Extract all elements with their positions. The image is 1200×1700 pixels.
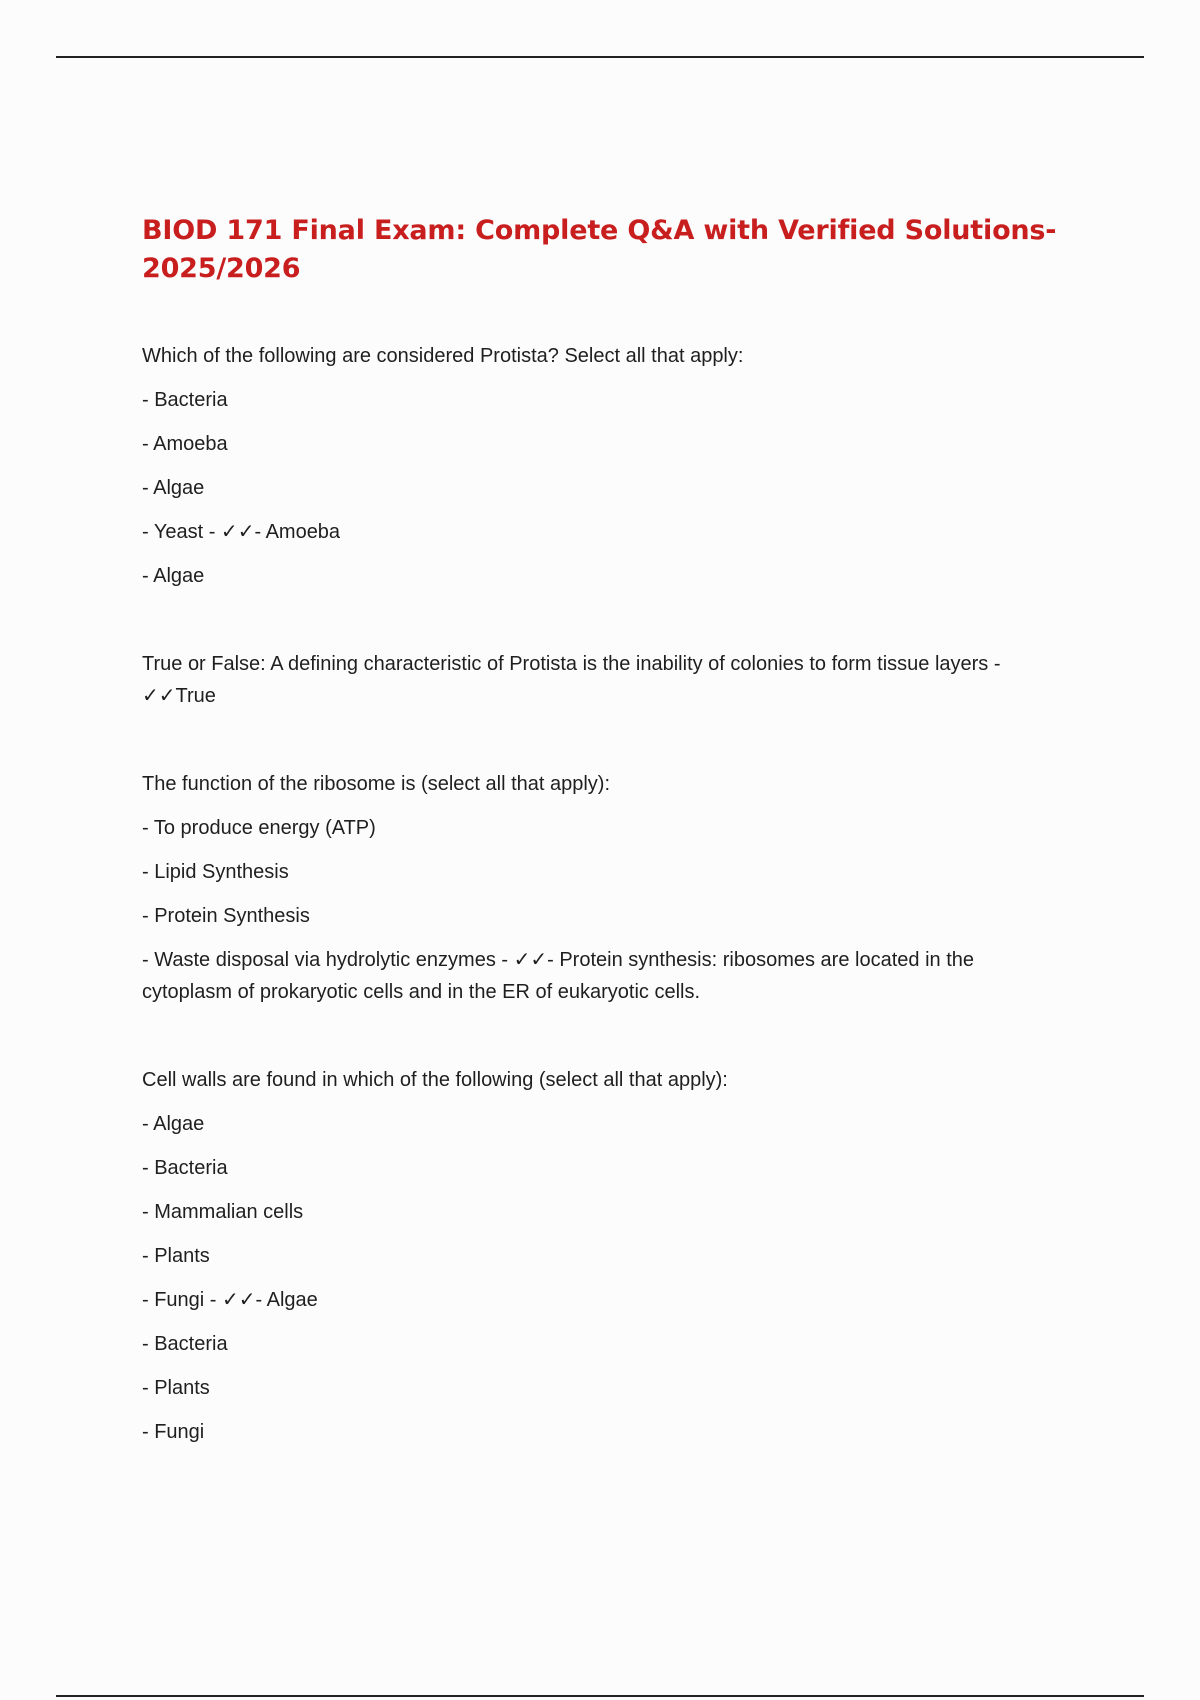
option-line: - Mammalian cells <box>142 1201 304 1223</box>
option-line: - Bacteria <box>142 389 228 411</box>
footer-rule <box>56 1695 1144 1697</box>
option-line: - Plants <box>142 1377 210 1399</box>
document-body <box>142 212 1062 1448</box>
option-line: - Bacteria <box>142 1333 228 1355</box>
option-line: - Bacteria <box>142 1157 228 1179</box>
option-line: - Algae <box>142 1113 205 1135</box>
question-prompt: Which of the following are considered Protista? Select all that apply: <box>142 345 744 367</box>
header-rule <box>56 56 1144 58</box>
option-answer-line: - Yeast - ✓✓- Amoeba <box>142 521 341 543</box>
option-line: - Amoeba <box>142 433 228 455</box>
question-3 <box>142 768 1062 1008</box>
question-prompt: Cell walls are found in which of the following (select all that apply): <box>142 1069 728 1091</box>
question-1 <box>142 340 1062 592</box>
option-line: - To produce energy (ATP) <box>142 817 376 839</box>
question-prompt: True or False: A defining characteristic of Protista is the inability of colonies to form tissue layers - ✓✓True <box>142 653 1001 707</box>
option-line: - Fungi <box>142 1421 205 1443</box>
option-line: - Lipid Synthesis <box>142 861 289 883</box>
question-2 <box>142 648 1062 712</box>
option-line: - Protein Synthesis <box>142 905 310 927</box>
option-line: - Plants <box>142 1245 210 1267</box>
question-4 <box>142 1064 1062 1448</box>
option-line: - Algae <box>142 565 205 587</box>
option-line: - Algae <box>142 477 205 499</box>
question-prompt: The function of the ribosome is (select all that apply): <box>142 773 611 795</box>
option-answer-line: - Fungi - ✓✓- Algae <box>142 1289 318 1311</box>
document-title: BIOD 171 Final Exam: Complete Q&A with Verified Solutions- 2025/2026 <box>142 215 1057 284</box>
option-answer-line: - Waste disposal via hydrolytic enzymes - ✓✓- Protein synthesis: ribosomes are located in the cytoplasm of prokaryotic cells and in the ER of eukaryotic cells. <box>142 949 974 1003</box>
